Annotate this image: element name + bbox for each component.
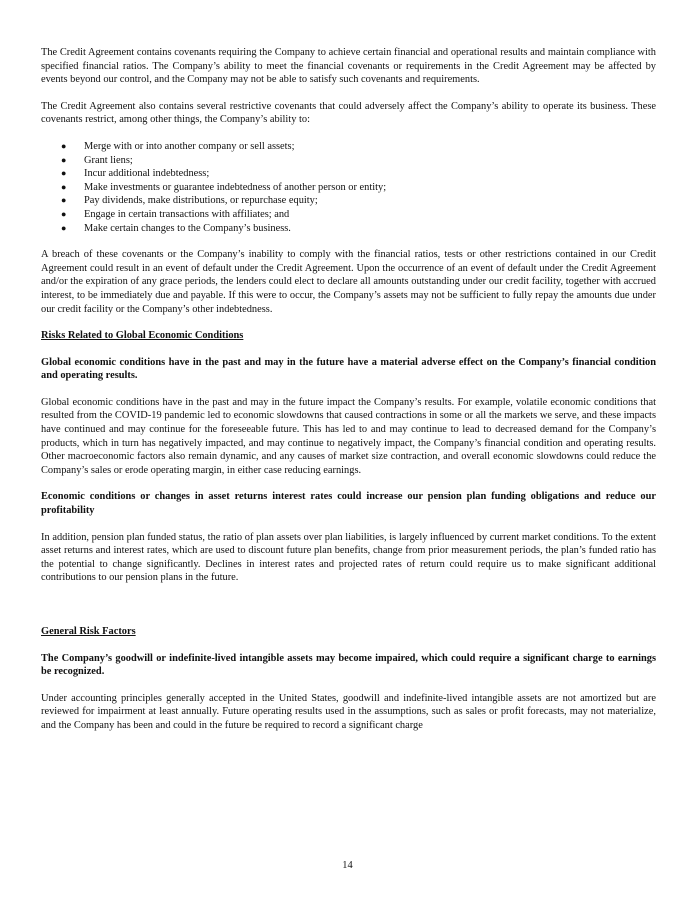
list-item: ● Make investments or guarantee indebtedness of another person or entity; <box>61 181 387 193</box>
bullet-icon: ● <box>61 195 67 206</box>
bullet-icon: ● <box>61 140 67 151</box>
credit-agreement-paragraph-2: The Credit Agreement also contains several restrictive covenants that could adversely affect the Company’s ability to operate its business. These covenants restrict, among other things, the Company’s ability to: <box>41 100 656 126</box>
list-item: ● Merge with or into another company or sell assets; <box>61 140 295 152</box>
page-number: 14 <box>342 860 353 871</box>
risk-body-pension-plan: In addition, pension plan funded status, the ratio of plan assets over plan liabilities, is largely influenced by current market conditions. To the extent asset returns and interest rates, which are used to discount future plan benefits, change from prior measurement periods, the plan’s funded ratio has the potential to change significantly. Declines in interest rates and projected rates of return could require us to make significant additional contributions to our pension plans in the future. <box>41 531 656 584</box>
list-item: ● Make certain changes to the Company’s business. <box>61 222 291 234</box>
section-heading-general-risk: General Risk Factors <box>41 626 136 637</box>
list-item: ● Incur additional indebtedness; <box>61 168 210 180</box>
list-item: ● Engage in certain transactions with affiliates; and <box>61 208 290 220</box>
risk-title-pension-plan: Economic conditions or changes in asset returns interest rates could increase our pension plan funding obligations and reduce our profitability <box>41 491 656 517</box>
bullet-icon: ● <box>61 222 67 233</box>
risk-body-economic-conditions: Global economic conditions have in the past and may in the future impact the Company’s results. For example, volatile economic conditions that resulted from the COVID-19 pandemic led to economic slowdowns that caused contractions in some or all the markets we serve, and these impacts have continued and may continue for the foreseeable future. This has led to and may continue to lead to decreased demand for the Company’s products, which in turn has negatively impacted, and may continue to negatively impact, the Company’s financial condition and operating results. Other macroeconomic factors also remain dynamic, and any causes of market size contraction, and overall economic slowdowns could reduce the Company’s sales or erode operating margin, in either case reducing earnings. <box>41 396 656 476</box>
bullet-icon: ● <box>61 208 67 219</box>
risk-title-economic-conditions: Global economic conditions have in the past and may in the future have a material adverse effect on the Company’s financial condition and operating results. <box>41 356 656 382</box>
document-page <box>41 46 656 733</box>
restrictive-covenants-list <box>41 140 656 235</box>
risk-title-goodwill: The Company’s goodwill or indefinite-lived intangible assets may become impaired, which could require a significant charge to earnings be recognized. <box>41 652 656 678</box>
risk-body-goodwill: Under accounting principles generally accepted in the United States, goodwill and indefinite-lived intangible assets are not amortized but are reviewed for impairment at least annually. Future operating results used in the assumptions, such as sales or profit forecasts, may not materialize, and the Company has been and could in the future be required to record a significant charge <box>41 692 656 731</box>
bullet-icon: ● <box>61 154 67 165</box>
bullet-icon: ● <box>61 181 67 192</box>
credit-agreement-paragraph-1: The Credit Agreement contains covenants requiring the Company to achieve certain financial and operational results and maintain compliance with specified financial ratios. The Company’s ability to meet the financial covenants or requirements in the Credit Agreement may be affected by events beyond our control, and the Company may not be able to satisfy such covenants and requirements. <box>41 47 656 86</box>
list-item: ● Pay dividends, make distributions, or repurchase equity; <box>61 195 318 207</box>
bullet-icon: ● <box>61 168 67 179</box>
list-item: ● Grant liens; <box>61 154 133 166</box>
covenant-breach-paragraph: A breach of these covenants or the Company’s inability to comply with the financial ratios, tests or other restrictions contained in our Credit Agreement could result in an event of default under the Credit Agreement. Upon the occurrence of an event of default under the Credit Agreement and/or the expiration of any grace periods, the lenders could elect to declare all amounts outstanding under our credit facility, together with accrued interest, to be immediately due and payable. If this were to occur, the Company’s assets may not be sufficient to fully repay the amounts due under our credit facility or the Company’s other indebtedness. <box>41 249 656 315</box>
section-heading-global-economic: Risks Related to Global Economic Conditions <box>41 330 244 342</box>
